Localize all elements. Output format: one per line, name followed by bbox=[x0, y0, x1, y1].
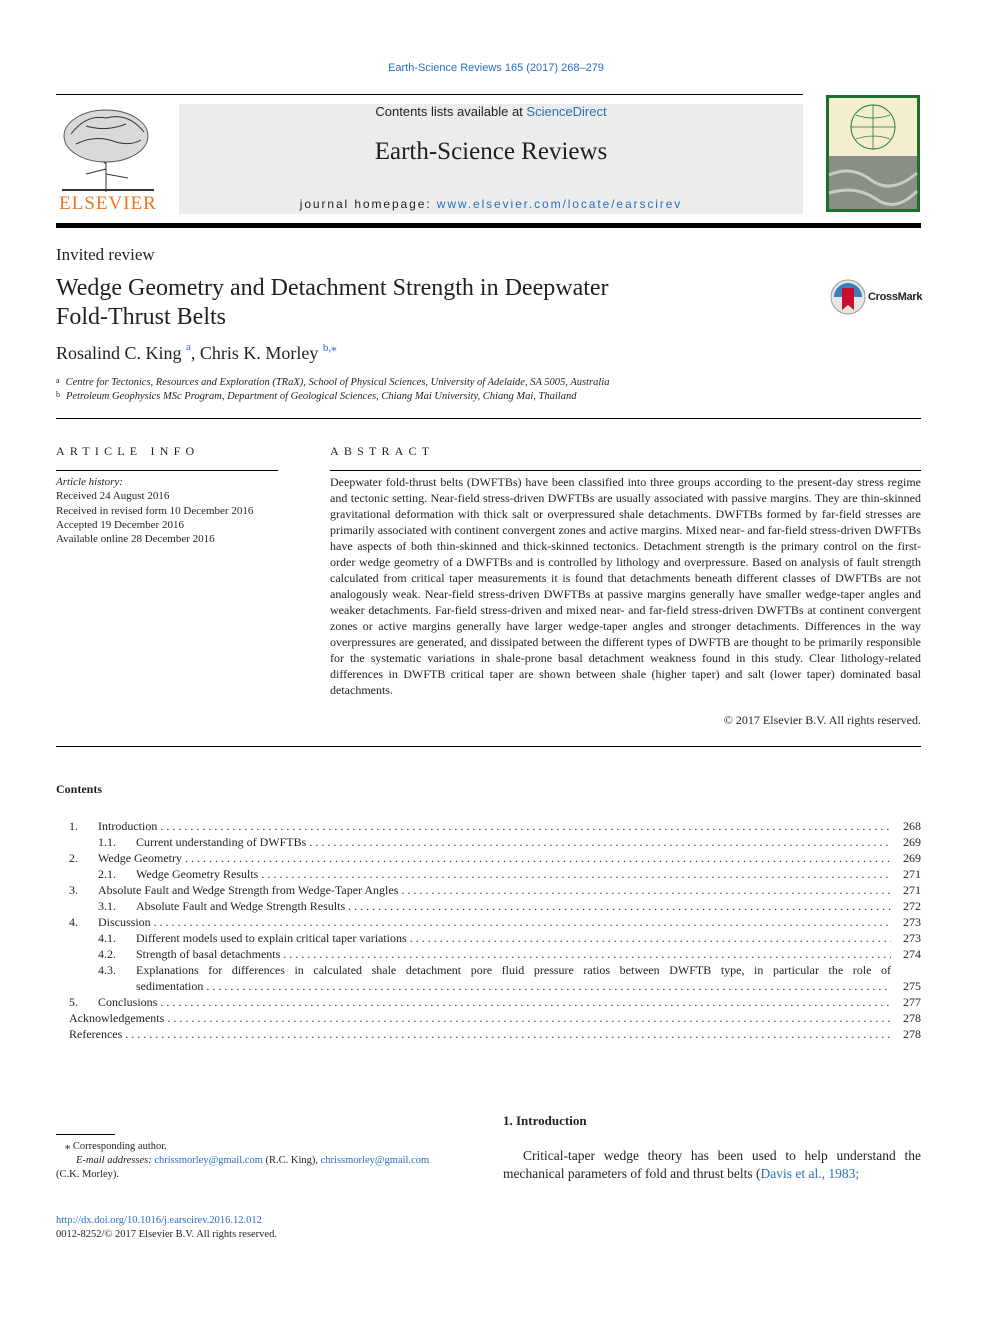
corresponding-author-footnote bbox=[56, 1140, 476, 1182]
toc-page: 273 bbox=[903, 915, 921, 929]
toc-entry[interactable] bbox=[56, 930, 921, 946]
toc-entry[interactable] bbox=[56, 946, 921, 962]
journal-homepage-line bbox=[179, 197, 803, 211]
author-separator: , bbox=[190, 343, 200, 363]
toc-entry[interactable] bbox=[56, 818, 921, 834]
history-label: Article history: bbox=[56, 476, 123, 488]
affiliation-a bbox=[56, 377, 609, 388]
history-accepted: Accepted 19 December 2016 bbox=[56, 518, 184, 531]
journal-cover-thumbnail[interactable] bbox=[826, 95, 920, 212]
toc-number: 5. bbox=[69, 995, 78, 1009]
history-online: Available online 28 December 2016 bbox=[56, 533, 215, 546]
citation-link[interactable]: Davis et al., 1983; bbox=[760, 1166, 860, 1181]
abstract-rule bbox=[330, 470, 921, 471]
doi-block bbox=[56, 1214, 277, 1242]
elsevier-wordmark: ELSEVIER bbox=[59, 193, 157, 214]
toc-entry[interactable] bbox=[56, 898, 921, 914]
toc-page: 271 bbox=[903, 883, 921, 897]
footnote-star: ⁎ bbox=[65, 1141, 71, 1152]
toc-number: 4.2. bbox=[98, 947, 116, 961]
affiliation-text: Centre for Tectonics, Resources and Exploration (TRaX), School of Physical Sciences, University of Adelaide, SA 5005, Australia bbox=[65, 377, 610, 388]
toc-number: 4. bbox=[69, 915, 78, 929]
affiliation-label: a bbox=[56, 376, 60, 385]
toc-entry[interactable] bbox=[56, 962, 921, 994]
toc-page: 269 bbox=[903, 835, 921, 849]
title-line-1: Wedge Geometry and Detachment Strength in Deepwater bbox=[56, 275, 609, 301]
title-line-2: Fold-Thrust Belts bbox=[56, 304, 227, 330]
table-of-contents bbox=[56, 818, 921, 1042]
toc-title[interactable]: Conclusions . . . bbox=[98, 994, 891, 1010]
toc-page: 278 bbox=[903, 1027, 921, 1041]
introduction-paragraph bbox=[503, 1147, 921, 1183]
toc-title-line-2[interactable]: sedimentation . . . bbox=[136, 978, 891, 994]
email-link[interactable]: chrissmorley@gmail.com bbox=[320, 1155, 430, 1166]
section-heading-introduction: 1. Introduction bbox=[503, 1113, 587, 1128]
article-type: Invited review bbox=[56, 245, 155, 264]
article-title bbox=[56, 274, 706, 332]
toc-number: 3.1. bbox=[98, 899, 116, 913]
sciencedirect-link[interactable]: ScienceDirect bbox=[526, 104, 607, 119]
toc-title[interactable]: Absolute Fault and Wedge Strength from Wedge-Taper Angles . . . bbox=[98, 882, 891, 898]
affiliation-rule bbox=[56, 418, 921, 419]
contents-available-line bbox=[179, 104, 803, 119]
abstract-text: Deepwater fold-thrust belts (DWFTBs) have been classified into three groups according to the present-day stress regime and tectonic setting. Near-field stress-driven DWFTBs are usually associated with passive margins. They are thin-skinned gravitational deformation with thick salt or overpressured shale detachments. DWFTBs formed by far-field stresses are primarily associated with continent convergent zones and active margins. Mixed near- and far-field stress-driven DWFTBs have aspects of both thin-skinned and thick-skinned tectonics. Detachment strength is the primary control on the first-order wedge geometry of a DWFTBs and is controlled by lithology and overpressure. Based on analysis of fault strength calculated from critical taper measurements it is found that detachments beneath different classes of DWFTBs are not analogously weak. Near-field stress-driven DWFTBs at passive margins generally have smaller wedge-taper angles and weaker detachments. Far-field stress-driven and mixed near- and far-field stress-driven DWFTBs at continent convergent zones or active margins generally have larger wedge-taper angles and stronger detachments. Differences in the way overpressures are generated, and dissipated between the different types of DWFTB are thought to be primarily responsible for the systematic variations in shale-prone basal detachment weakness found in this study. Clear lithology-related differences in DWFTB critical taper are shown between shale (higher taper) and salt (lower taper) dominated basal detachments. bbox=[330, 475, 921, 697]
contents-heading: Contents bbox=[56, 782, 103, 796]
toc-title[interactable]: Wedge Geometry Results . . . bbox=[136, 866, 891, 882]
toc-number: 2.1. bbox=[98, 867, 116, 881]
toc-entry[interactable] bbox=[56, 866, 921, 882]
toc-page: 275 bbox=[903, 979, 921, 993]
article-history bbox=[56, 475, 253, 546]
toc-number: 3. bbox=[69, 883, 78, 897]
masthead-rule bbox=[56, 223, 921, 228]
toc-page: 273 bbox=[903, 931, 921, 945]
affiliation-text: Petroleum Geophysics MSc Program, Department of Geological Sciences, Chiang Mai University, Chiang Mai, Thailand bbox=[66, 391, 577, 402]
toc-entry[interactable] bbox=[56, 850, 921, 866]
abstract-copyright: © 2017 Elsevier B.V. All rights reserved. bbox=[723, 713, 921, 727]
author-affiliation-mark[interactable]: a bbox=[186, 341, 191, 353]
homepage-prefix: journal homepage: bbox=[299, 197, 437, 211]
toc-entry[interactable] bbox=[56, 834, 921, 850]
abstract-bottom-rule bbox=[56, 746, 921, 747]
history-revised: Received in revised form 10 December 2016 bbox=[56, 504, 254, 517]
toc-number: 4.1. bbox=[98, 931, 116, 945]
email-owner: (C.K. Morley). bbox=[56, 1169, 119, 1180]
toc-entry[interactable] bbox=[56, 1026, 921, 1042]
toc-entry[interactable] bbox=[56, 914, 921, 930]
toc-title[interactable]: Current understanding of DWFTBs . . . bbox=[136, 834, 891, 850]
email-link[interactable]: chrissmorley@gmail.com bbox=[154, 1155, 263, 1166]
toc-title[interactable]: Different models used to explain critical taper variations . . . bbox=[136, 930, 891, 946]
toc-number: 2. bbox=[69, 851, 78, 865]
toc-title[interactable]: Acknowledgements . . . bbox=[69, 1010, 891, 1026]
author-affiliation-mark[interactable]: b,⁎ bbox=[322, 342, 337, 354]
article-info-rule bbox=[56, 470, 278, 471]
crossmark-label[interactable]: CrossMark bbox=[868, 291, 923, 303]
toc-title[interactable]: Absolute Fault and Wedge Strength Results . . . bbox=[136, 898, 891, 914]
toc-page: 269 bbox=[903, 851, 921, 865]
contents-prefix: Contents lists available at bbox=[375, 104, 527, 119]
email-owner: (R.C. King), bbox=[265, 1155, 319, 1166]
toc-page: 278 bbox=[903, 1011, 921, 1025]
toc-entry[interactable] bbox=[56, 1010, 921, 1026]
toc-title[interactable]: Introduction . . . bbox=[98, 818, 891, 834]
author-name[interactable]: Rosalind C. King bbox=[56, 343, 182, 363]
homepage-link[interactable]: www.elsevier.com/locate/earscirev bbox=[436, 197, 683, 211]
toc-entry[interactable] bbox=[56, 994, 921, 1010]
toc-title-line-1[interactable]: Explanations for differences in calculated shale detachment pore fluid pressure ratios between DWFTB type, in particular the role of bbox=[136, 963, 891, 977]
toc-title[interactable] bbox=[136, 962, 891, 994]
abstract-heading: ABSTRACT bbox=[330, 444, 435, 458]
intro-text: Critical-taper wedge theory has been used to help understand the mechanical parameters of fold and thrust belts ( bbox=[503, 1148, 921, 1181]
article-info-heading: ARTICLE INFO bbox=[56, 444, 200, 458]
journal-citation[interactable]: Earth-Science Reviews 165 (2017) 268–279 bbox=[388, 62, 604, 74]
history-received: Received 24 August 2016 bbox=[56, 490, 170, 503]
issn-copyright: 0012-8252/© 2017 Elsevier B.V. All rights reserved. bbox=[56, 1229, 277, 1240]
toc-number: 4.3. bbox=[98, 963, 116, 977]
toc-page: 272 bbox=[903, 899, 921, 913]
author-list bbox=[56, 343, 337, 364]
doi-link[interactable]: http://dx.doi.org/10.1016/j.earscirev.2016.12.012 bbox=[56, 1215, 262, 1226]
author-name[interactable]: Chris K. Morley bbox=[199, 343, 319, 363]
toc-title[interactable]: Discussion . . . bbox=[98, 914, 891, 930]
toc-title[interactable]: Strength of basal detachments . . . bbox=[136, 946, 891, 962]
toc-page: 271 bbox=[903, 867, 921, 881]
toc-page: 277 bbox=[903, 995, 921, 1009]
affiliation-label: b bbox=[56, 390, 60, 399]
email-label: E-mail addresses: bbox=[76, 1155, 152, 1166]
header-rule bbox=[56, 94, 803, 95]
toc-page: 274 bbox=[903, 947, 921, 961]
toc-title[interactable]: Wedge Geometry . . . bbox=[98, 850, 891, 866]
journal-name: Earth-Science Reviews bbox=[374, 138, 608, 165]
toc-number: 1.1. bbox=[98, 835, 116, 849]
toc-title[interactable]: References . . . bbox=[69, 1026, 891, 1042]
corresponding-label: Corresponding author. bbox=[72, 1141, 167, 1152]
toc-entry[interactable] bbox=[56, 882, 921, 898]
footnote-rule bbox=[56, 1134, 115, 1135]
toc-number: 1. bbox=[69, 819, 78, 833]
affiliation-b bbox=[56, 391, 576, 402]
toc-page: 268 bbox=[903, 819, 921, 833]
